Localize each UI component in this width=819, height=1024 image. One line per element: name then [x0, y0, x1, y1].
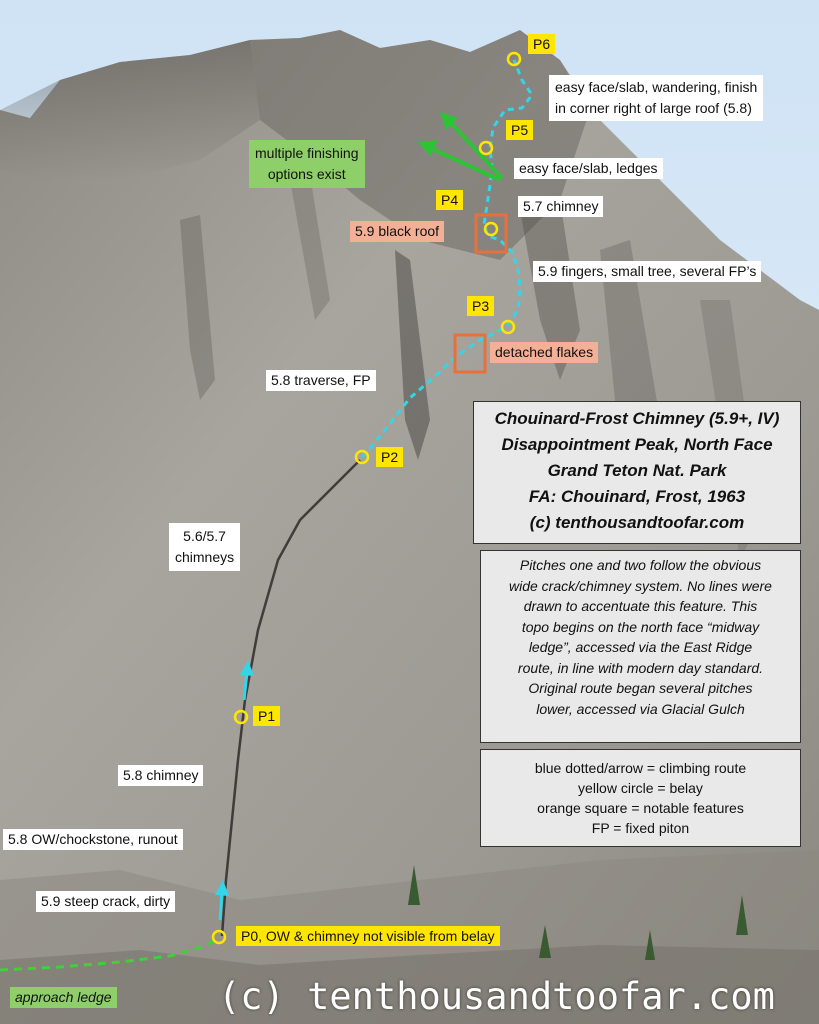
note-finishing-line1: multiple finishing: [255, 145, 359, 161]
pitch-marker-p4: P4: [436, 190, 463, 210]
note-approach-ledge: approach ledge: [10, 987, 117, 1008]
legend-line-fp: FP = fixed piton: [591, 820, 690, 836]
note-steep-crack: 5.9 steep crack, dirty: [36, 891, 175, 912]
note-p6: [549, 75, 763, 121]
note-chimneys-line1: 5.6/5.7: [183, 528, 226, 544]
route-location: Disappointment Peak, North Face: [501, 435, 773, 454]
pitch-marker-p3: P3: [467, 296, 494, 316]
note-chimneys-line2: chimneys: [175, 549, 235, 565]
legend-line-features: orange square = notable features: [537, 800, 744, 816]
note-58-chimney: 5.8 chimney: [118, 765, 203, 786]
legend-line-belay: yellow circle = belay: [578, 780, 703, 796]
route-title-box: [473, 401, 801, 544]
pitch-marker-p0: P0, OW & chimney not visible from belay: [236, 926, 500, 946]
description-line: wide crack/chimney system. No lines were: [509, 577, 772, 594]
note-57-chimney: 5.7 chimney: [518, 196, 603, 217]
route-park: Grand Teton Nat. Park: [547, 461, 727, 480]
note-finishing-options: [249, 140, 365, 188]
description-line: drawn to accentuate this feature. This: [523, 598, 758, 614]
note-fingers: 5.9 fingers, small tree, several FP’s: [533, 261, 761, 282]
note-56-57-chimneys: [169, 523, 240, 571]
route-name: Chouinard-Frost Chimney (5.9+, IV): [494, 409, 780, 428]
route-first-ascent: FA: Chouinard, Frost, 1963: [528, 487, 746, 506]
note-p6-line2: in corner right of large roof (5.8): [555, 100, 752, 116]
legend-line-route: blue dotted/arrow = climbing route: [534, 760, 747, 776]
pitch-marker-p1: P1: [253, 706, 280, 726]
pitch-marker-p2: P2: [376, 447, 403, 467]
pitch-marker-p6: P6: [528, 34, 555, 54]
note-finishing-line2: options exist: [267, 166, 346, 182]
description-line: Original route began several pitches: [528, 680, 753, 696]
note-traverse: 5.8 traverse, FP: [266, 370, 376, 391]
description-box: [480, 550, 801, 743]
description-line: Pitches one and two follow the obvious: [519, 557, 762, 573]
pitch-marker-p5: P5: [506, 120, 533, 140]
note-detached-flakes: detached flakes: [490, 342, 598, 363]
description-line: route, in line with modern day standard.: [517, 659, 764, 676]
note-p5: easy face/slab, ledges: [514, 158, 663, 179]
route-copyright: (c) tenthousandtoofar.com: [529, 513, 745, 532]
note-ow-chockstone: 5.8 OW/chockstone, runout: [3, 829, 183, 850]
note-p6-line1: easy face/slab, wandering, finish: [555, 79, 758, 95]
note-black-roof: 5.9 black roof: [350, 221, 444, 242]
watermark: (c) tenthousandtoofar.com: [218, 975, 775, 1018]
description-line: topo begins on the north face “midway: [521, 618, 760, 635]
description-line: ledge”, accessed via the East Ridge: [528, 639, 753, 655]
description-line: lower, accessed via Glacial Gulch: [536, 700, 745, 717]
legend-box: [480, 749, 801, 847]
